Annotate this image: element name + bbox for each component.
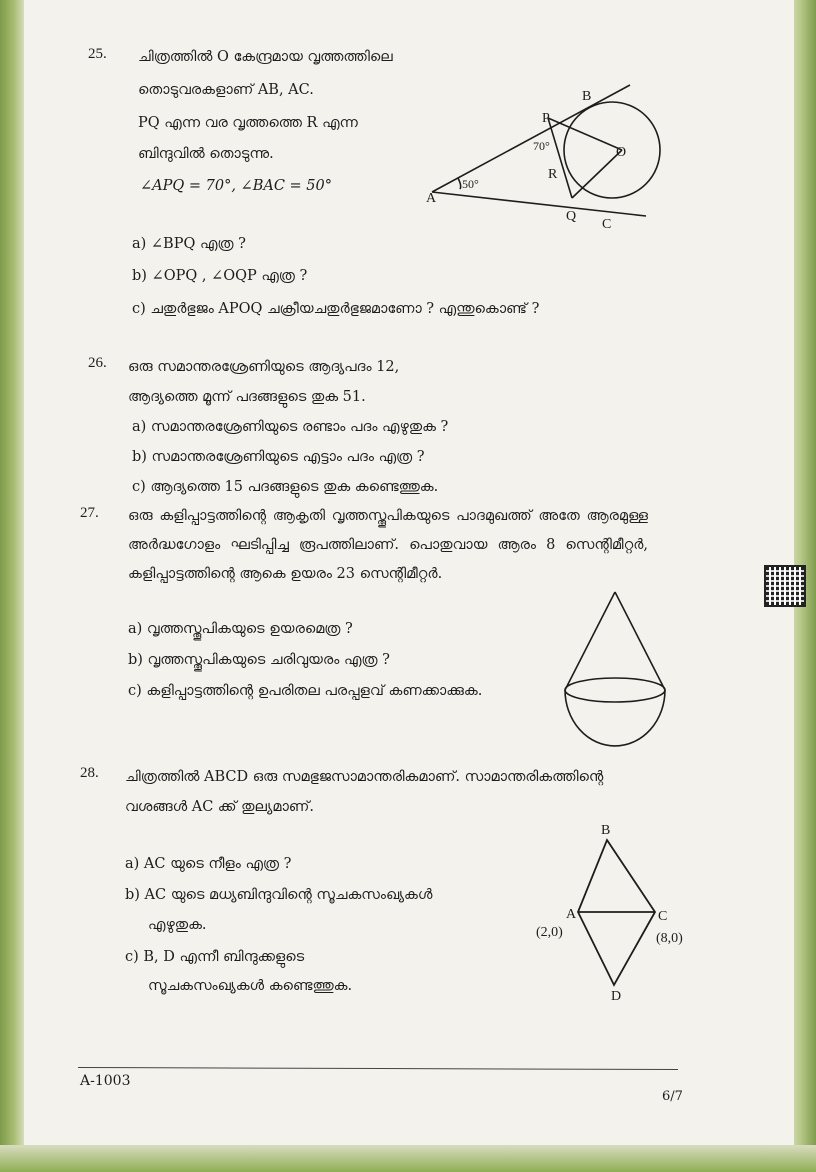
sub-question: സൂചകസംഖ്യകൾ കണ്ടെത്തുക. (148, 978, 353, 994)
sub-question: b) സമാന്തരശ്രേണിയുടെ എട്ടാം പദം എത്ര ? (132, 449, 425, 465)
point-label: C (602, 217, 612, 232)
sub-question: എഴുതുക. (148, 917, 207, 933)
question-text: ബിന്ദുവിൽ തൊടുന്നു. (138, 146, 274, 162)
sub-question: a) സമാന്തരശ്രേണിയുടെ രണ്ടാം പദം എഴുതുക ? (132, 419, 449, 435)
point-label: B (601, 823, 611, 838)
cone-hemisphere-figure (565, 592, 665, 746)
sub-question: b) AC യുടെ മധ്യബിന്ദുവിന്റെ സൂചകസംഖ്യകൾ (125, 887, 433, 903)
paper-code: A-1003 (80, 1073, 131, 1089)
sub-question: c) ആദ്യത്തെ 15 പദങ്ങളുടെ തുക കണ്ടെത്തുക. (132, 479, 439, 495)
sub-question: b) വൃത്തസ്തൂപികയുടെ ചരിവുയരം എത്ര ? (128, 652, 390, 668)
page-number: 6/7 (662, 1089, 683, 1104)
coordinate-label: (8,0) (656, 931, 683, 946)
angle-label: 70° (533, 139, 550, 153)
question-number: 27. (80, 505, 99, 521)
question-text: വശങ്ങൾ AC ക്ക് തുല്യമാണ്. (125, 799, 314, 815)
sub-question: c) കളിപ്പാട്ടത്തിന്റെ ഉപരിതല പരപ്പളവ് കണക്കാക്കുക. (128, 683, 483, 699)
angle-label: 50° (462, 177, 479, 191)
point-label: A (426, 191, 437, 206)
question-text: ഒരു സമാന്തരശ്രേണിയുടെ ആദ്യപദം 12, (128, 359, 400, 375)
sub-question: a) AC യുടെ നീളം എത്ര ? (125, 856, 292, 872)
sub-question: a) വൃത്തസ്തൂപികയുടെ ഉയരമെത്ര ? (128, 621, 353, 637)
question-number: 25. (88, 46, 107, 62)
rhombus-figure (578, 840, 655, 985)
question-number: 26. (88, 355, 107, 371)
point-label: R (548, 167, 558, 182)
point-label: Q (566, 209, 577, 224)
sub-question: b) ∠OPQ , ∠OQP എത്ര ? (132, 268, 308, 284)
point-label: A (566, 907, 577, 922)
point-label: D (611, 989, 622, 1004)
sub-question: c) B, D എന്നീ ബിന്ദുക്കളുടെ (125, 949, 305, 965)
point-label: B (582, 89, 592, 104)
given-angles: ∠APQ = 70°, ∠BAC = 50° (140, 178, 332, 194)
question-text: ചിത്രത്തിൽ ABCD ഒരു സമഭുജസാമാന്തരികമാണ്. സാമാന്തരികത്തിന്റെ (125, 769, 604, 785)
sub-question: a) ∠BPQ എത്ര ? (132, 236, 246, 252)
question-text: ഒരു കളിപ്പാട്ടത്തിന്റെ ആകൃതി വൃത്തസ്തൂപികയുടെ പാദമുഖത്ത് അതേ ആരമുള്ള അർദ്ധഗോളം ഘടിപ്പിച്ച രൂപത്തിലാണ്. പൊതുവായ ആരം 8 സെന്റിമീറ്റർ, കളിപ്പാട്ടത്തിന്റെ ആകെ ഉയരം 23 സെന്റിമീറ്റർ. (128, 508, 648, 582)
question-text: തൊടുവരകളാണ് AB, AC. (138, 82, 314, 98)
question-number: 28. (80, 765, 99, 781)
question-text: ആദ്യത്തെ മൂന്ന് പദങ്ങളുടെ തുക 51. (128, 389, 366, 405)
sub-question: c) ചതുർഭുജം APOQ ചക്രീയചതുർഭുജമാണോ ? എന്തുകൊണ്ട് ? (132, 301, 540, 317)
point-label: O (616, 145, 627, 160)
qr-code (766, 567, 804, 605)
point-label: C (658, 909, 668, 924)
question-text: PQ എന്ന വര വൃത്തത്തെ R എന്ന (138, 115, 358, 131)
question-text: ചിത്രത്തിൽ O കേന്ദ്രമായ വൃത്തത്തിലെ (138, 49, 393, 65)
point-label: P (542, 111, 550, 126)
coordinate-label: (2,0) (536, 925, 563, 940)
